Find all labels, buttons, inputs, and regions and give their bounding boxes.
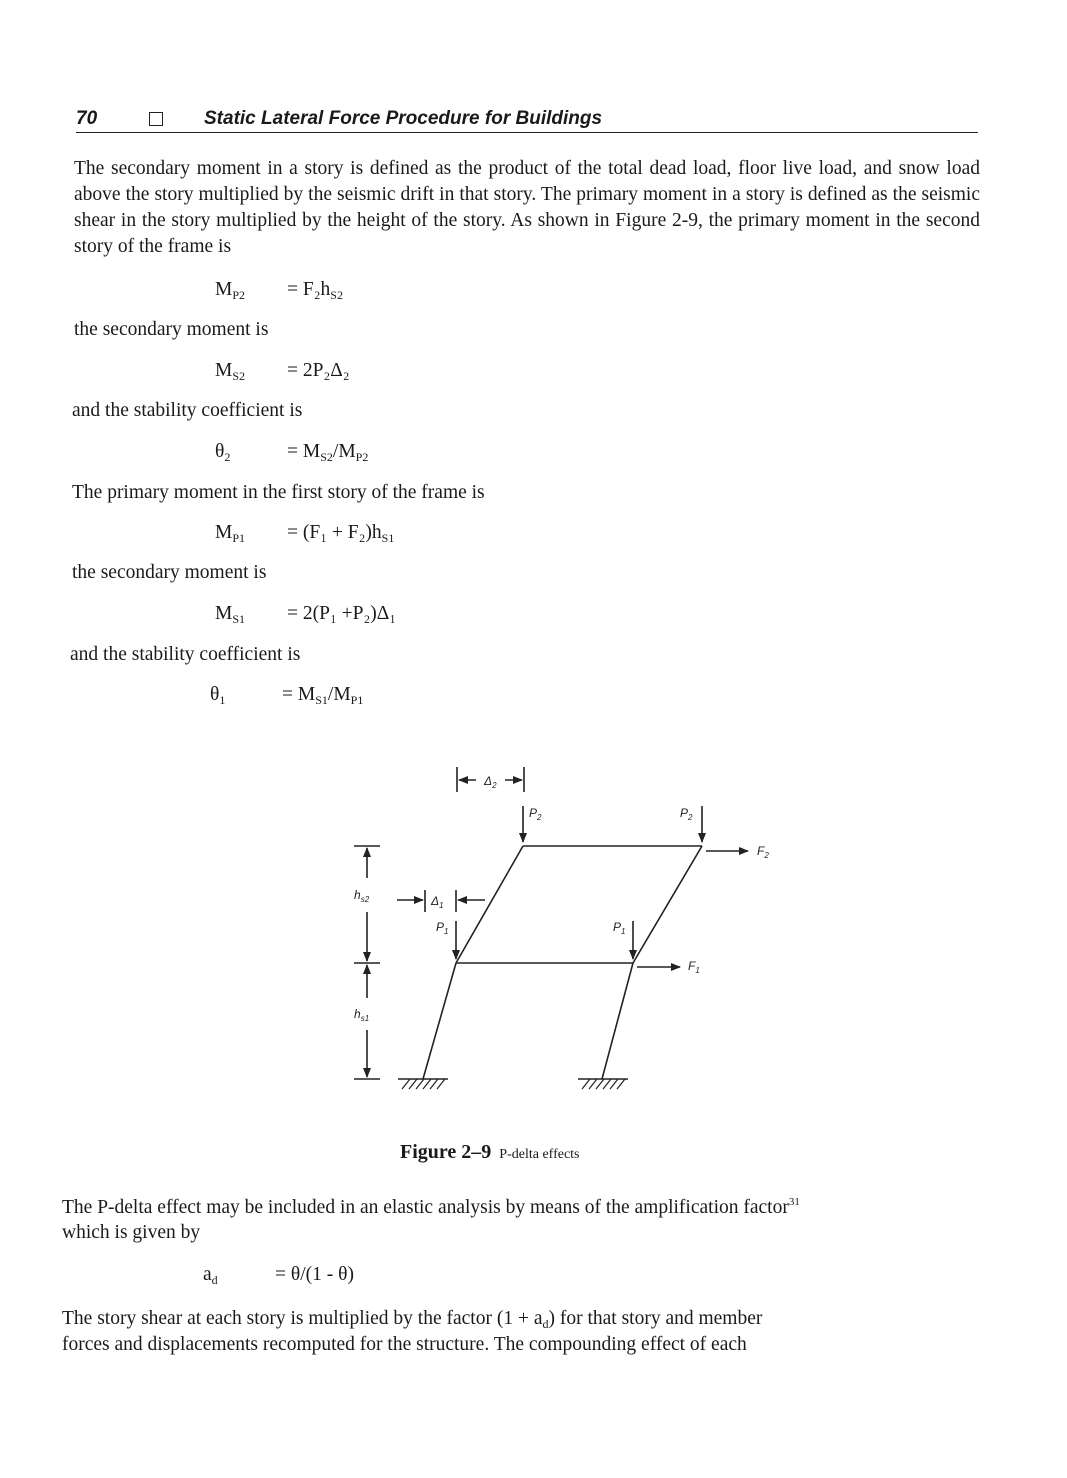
paragraph-amplification-line2: which is given by <box>62 1222 201 1243</box>
text-secondary-moment-1: the secondary moment is <box>72 562 267 583</box>
left-column-lower <box>423 963 456 1079</box>
p1-right-label: $P_1$ <box>613 920 626 936</box>
caption-text: P-delta effects <box>499 1147 580 1162</box>
text-secondary-moment-2: the secondary moment is <box>74 319 269 340</box>
f1-label: $F_1$ <box>688 959 700 975</box>
p2-right-label: $P_2$ <box>680 806 693 822</box>
p2-left-label: $P_2$ <box>529 806 542 822</box>
text-stability-2: and the stability coefficient is <box>72 400 303 421</box>
f2-label: $F_2$ <box>757 844 769 860</box>
paragraph-story-shear-line1: The story shear at each story is multiplied by the factor $(1 + a_d)$ for that story and member <box>62 1308 763 1331</box>
right-column-lower <box>602 963 633 1079</box>
hs2-label: $h_{s2}$ <box>354 888 370 904</box>
right-ground-hatch <box>582 1079 625 1089</box>
delta2-label: $\Delta_2$ <box>484 774 497 790</box>
left-column-upper <box>456 846 523 963</box>
delta1-label: $\Delta_1$ <box>431 894 444 910</box>
figure-caption <box>400 1141 580 1164</box>
caption-number: Figure 2–9 <box>400 1141 492 1163</box>
paragraph-story-shear-line2: forces and displacements recomputed for the structure. The compounding effect of each <box>62 1334 747 1355</box>
running-title: Static Lateral Force Procedure for Buildings <box>204 108 603 129</box>
page-number: 70 <box>76 108 98 129</box>
left-ground-hatch <box>402 1079 445 1089</box>
paragraph-secondary-moment-definition: The secondary moment in a story is defined as the product of the total dead load, floor live load, and snow load above the story multiplied by the seismic drift in that story. The primary moment in a story is defined as the seismic shear in the story multiplied by the height of the story. As shown in Figure 2-9, the primary moment in the second story of the frame is <box>74 158 980 257</box>
right-column-upper <box>633 846 702 963</box>
text-stability-1: and the stability coefficient is <box>70 644 301 665</box>
text-primary-first-story: The primary moment in the first story of the frame is <box>72 482 485 503</box>
p1-left-label: $P_1$ <box>436 920 449 936</box>
hs1-label: $h_{s1}$ <box>354 1007 370 1023</box>
paragraph-amplification-line1: The P-delta effect may be included in an elastic analysis by means of the amplification factor$^{31}$ <box>62 1196 800 1218</box>
